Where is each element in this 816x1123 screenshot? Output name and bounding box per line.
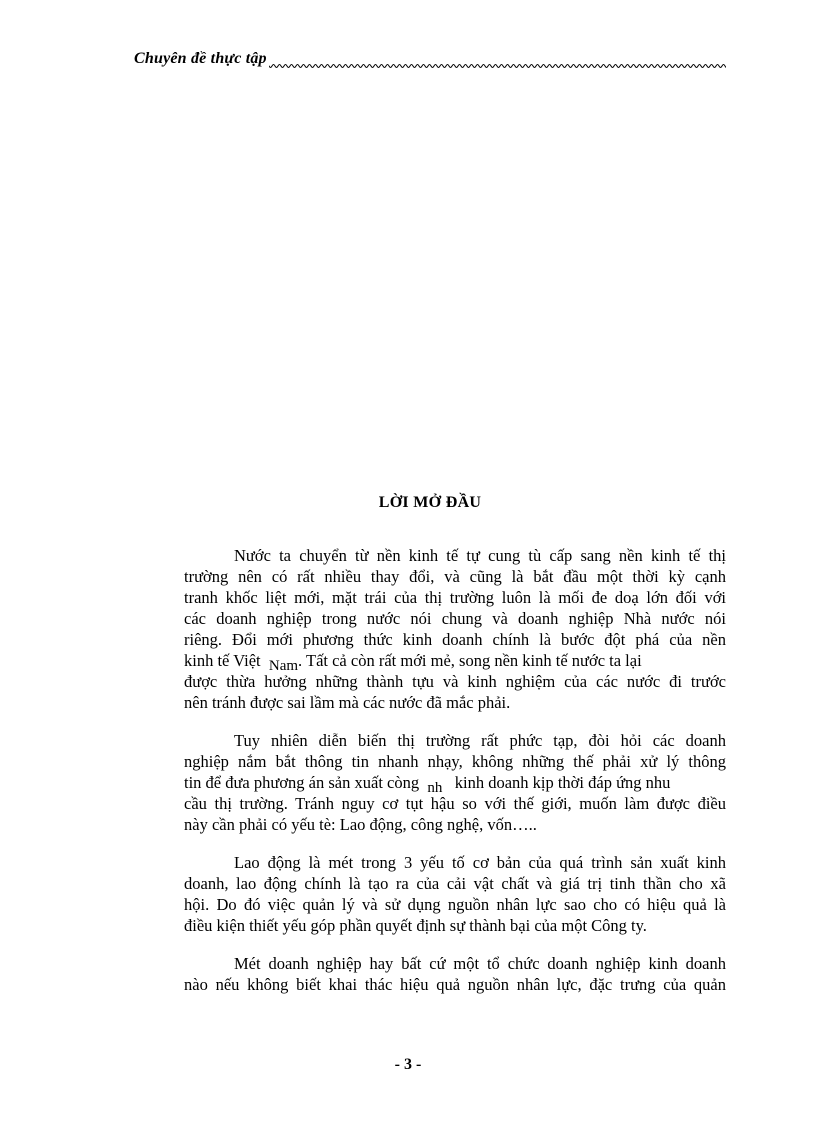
text-line: nghiệp nắm bắt thông tin nhanh nhạy, không những thế phải xử lý thông [184,752,726,771]
text-fragment: . Tất cả còn rất mới mẻ, song nền kinh tế nước ta lại [298,651,642,670]
text-line: Nước ta chuyển từ nền kinh tế tự cung tù cấp sang nền kinh tế thị [234,546,726,565]
text-line-mixed [134,650,726,674]
text-line: các doanh nghiệp trong nước nói chung và doanh nghiệp Nhà nước nói [184,609,726,628]
text-line: riêng. Đổi mới phương thức kinh doanh chính là bước đột phá của nền [184,630,726,649]
section-heading: LỜI MỞ ĐẦU [378,494,482,511]
text-line: này cần phải có yếu tè: Lao động, công nghệ, vốn….. [184,815,537,834]
document-body [134,545,726,995]
text-fragment: tin để đưa phương án sản xuất còng [184,773,420,792]
paragraph-2 [134,730,726,835]
text-line: Mét doanh nghiệp hay bất cứ một tổ chức doanh nghiệp kinh doanh [234,954,726,973]
subscript-fragment: nh [427,780,443,796]
header-title: Chuyên đề thực tập [134,50,267,67]
text-line: điều kiện thiết yếu góp phần quyết định sự thành bại của một Công ty. [184,916,647,935]
text-line: tranh khốc liệt mới, mặt trái của thị trường luôn là mối đe doạ lớn đối với [184,588,726,607]
page-header [134,48,726,76]
text-fragment: kinh doanh kịp thời đáp ứng nhu [454,773,671,792]
paragraph-4 [134,953,726,995]
paragraph-1 [134,545,726,713]
text-line: Lao động là mét trong 3 yếu tố cơ bản của quá trình sản xuất kinh [234,853,726,872]
text-line: được thừa hưởng những thành tựu và kinh nghiệm của các nước đi trước [184,672,726,691]
text-line: nào nếu không biết khai thác hiệu quả nguồn nhân lực, đặc trưng của quản [184,975,726,994]
subscript-fragment: Nam [268,658,299,674]
text-fragment: kinh tế Việt [184,651,261,670]
page-number: - 3 - [394,1056,422,1073]
text-line: trường nên có rất nhiều thay đổi, và cũng là bắt đầu một thời kỳ cạnh [184,567,726,586]
text-line: hội. Do đó việc quản lý và sử dụng nguồn nhân lực sao cho có hiệu quả là [184,895,726,914]
text-line: nên tránh được sai lầm mà các nước đã mắc phải. [184,693,511,712]
paragraph-3 [134,852,726,936]
text-line: Tuy nhiên diễn biến thị trường rất phức tạp, đòi hỏi các doanh [234,731,726,750]
text-line-mixed [134,772,726,796]
text-line: cầu thị trường. Tránh nguy cơ tụt hậu so với thế giới, muốn làm được điều [184,794,726,813]
text-line: doanh, lao động chính là tạo ra của cải vật chất và giá trị tinh thần cho xã [184,874,726,893]
